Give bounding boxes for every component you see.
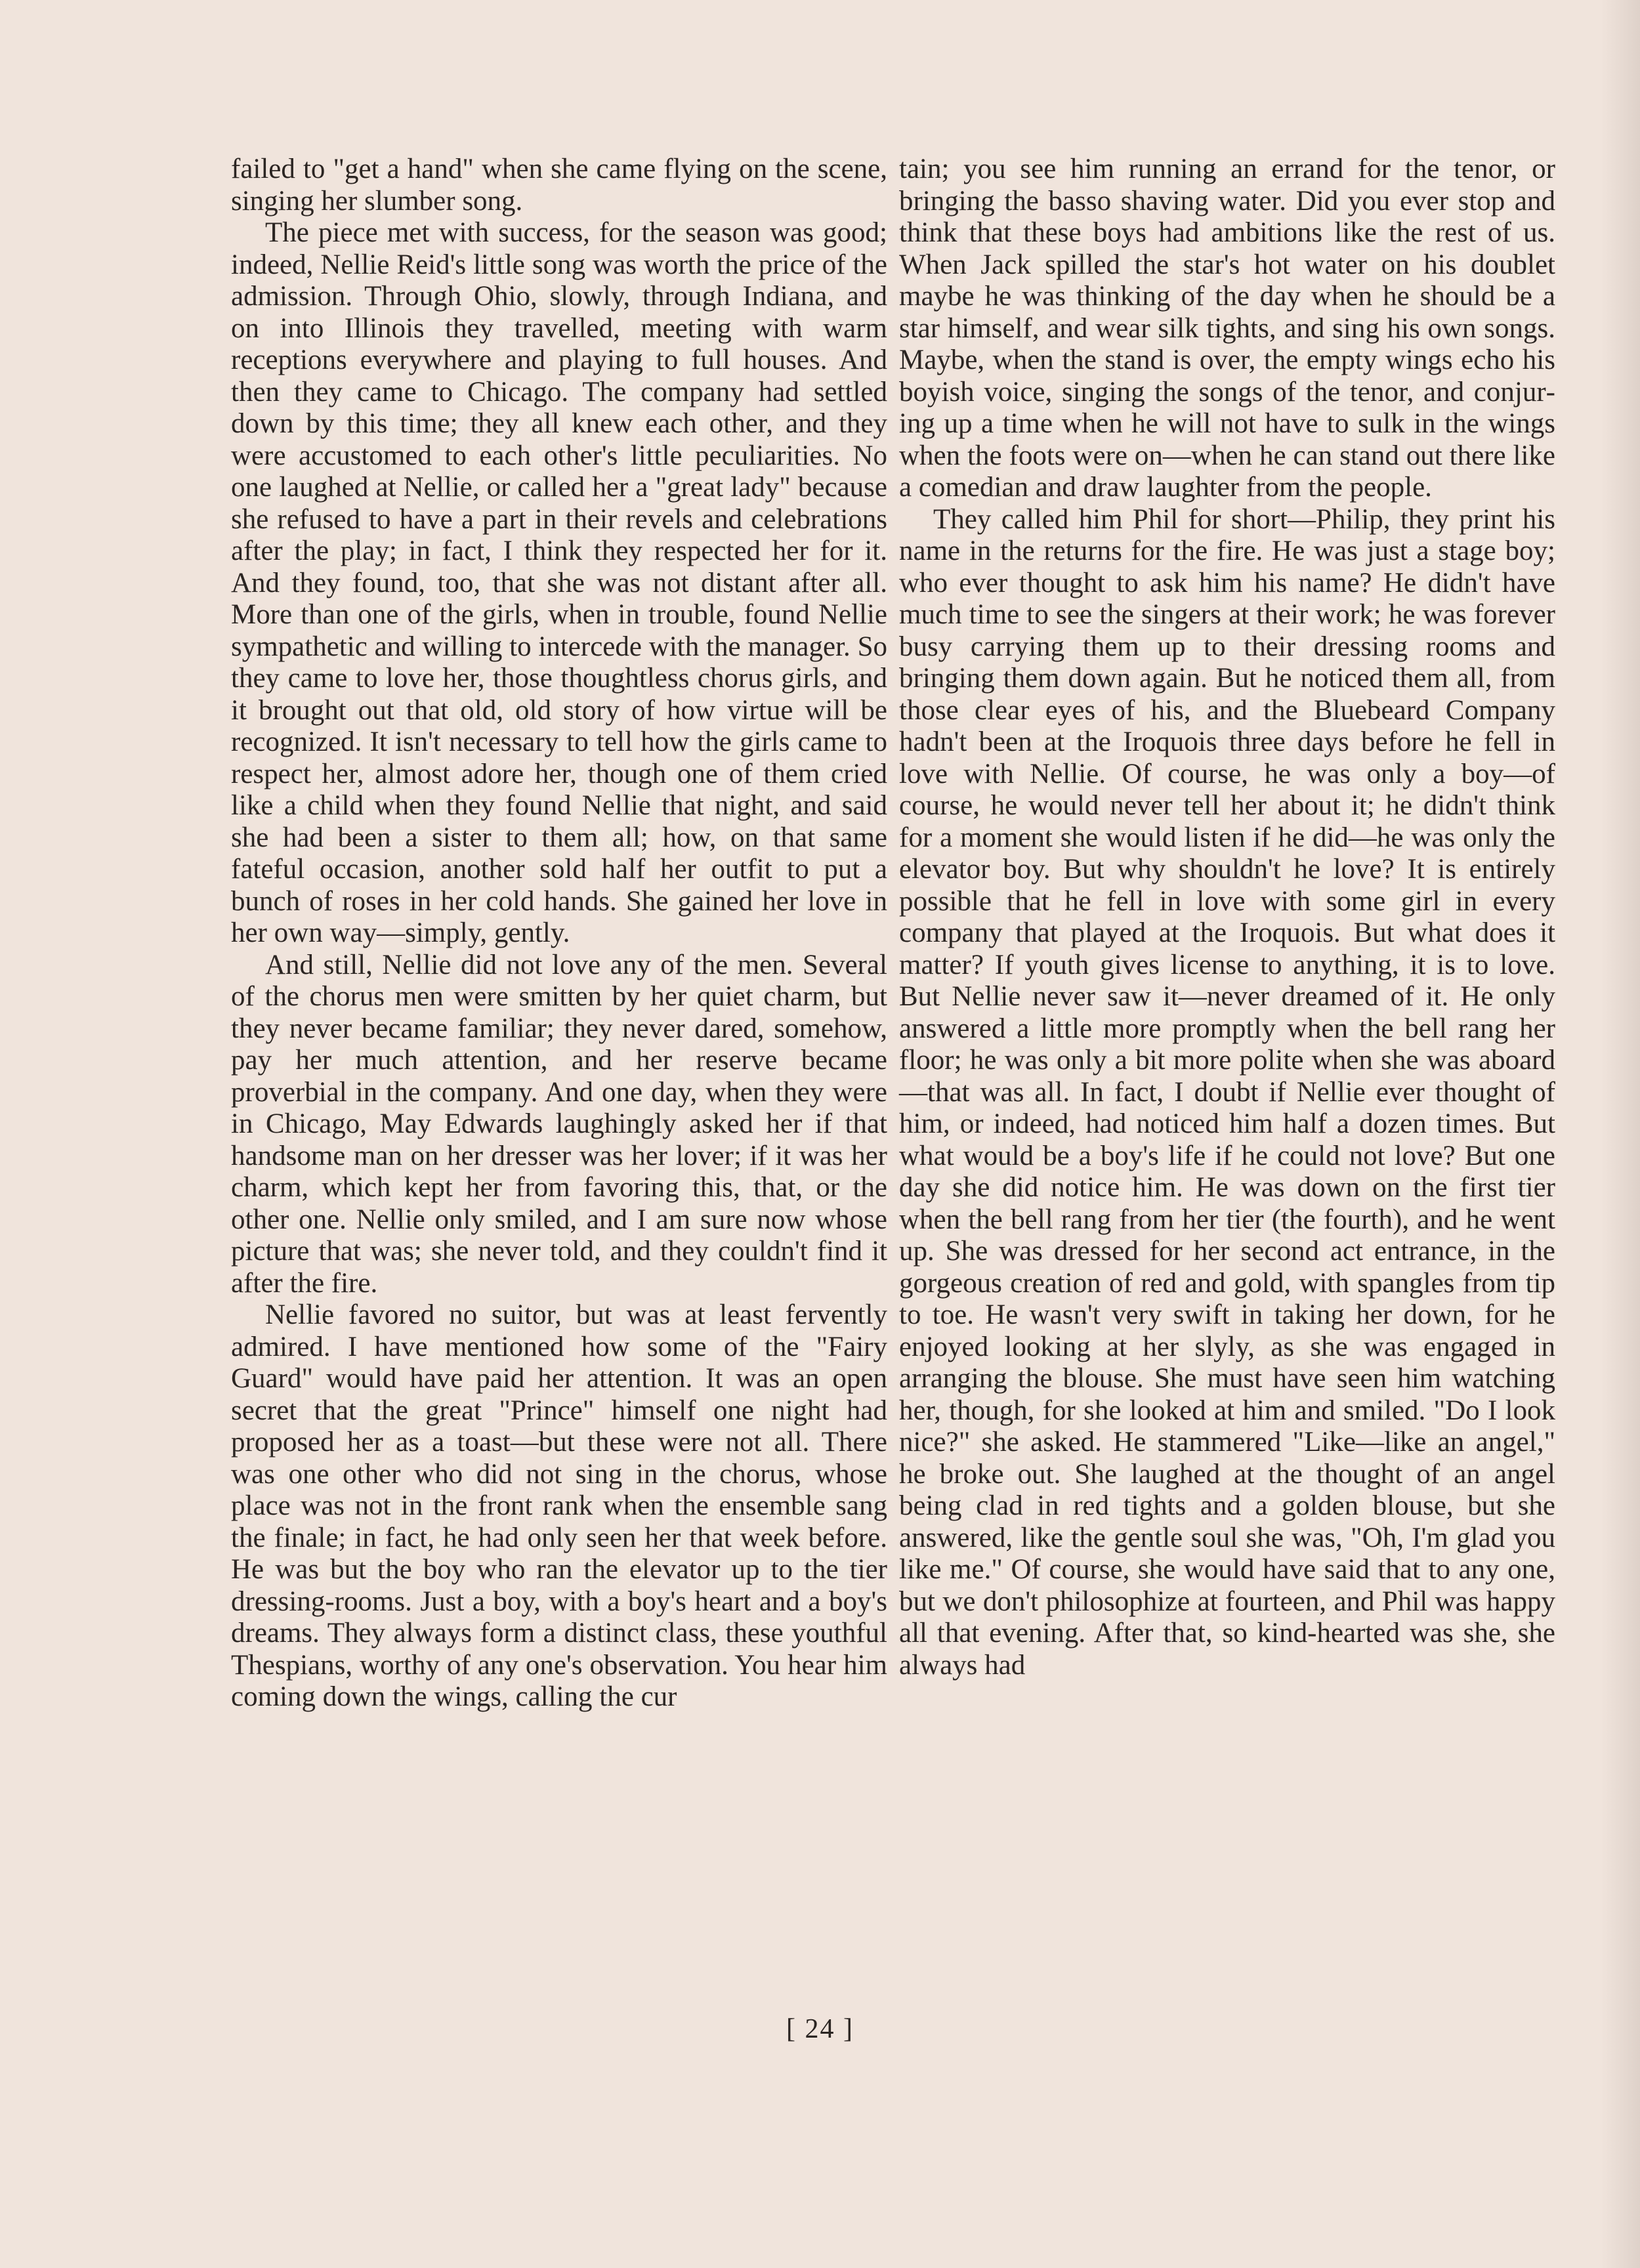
paragraph: failed to "get a hand" when she came flying on the scene, singing her slumber song. [231,154,887,217]
right-column [899,154,1555,1681]
paragraph: And still, Nellie did not love any of the men. Several of the chorus men were smitten by her quiet charm, but they never became familiar; they never dared, somehow, pay her much attention, and her reserve became proverbial in the company. And one day, when they were in Chicago, May Edwards laughingly asked her if that handsome man on her dresser was her lover; if it was her charm, which kept her from favoring this, that, or the other one. Nellie only smiled, and I am sure now whose picture that was; she never told, and they couldn't find it after the fire. [231,949,887,1299]
paragraph: They called him Phil for short—Philip, they print his name in the returns for the fire. He was just a stage boy; who ever thought to ask him his name? He didn't have much time to see the singers at their work; he was forever busy carrying them up to their dressing rooms and bringing them down again. But he noticed them all, from those clear eyes of his, and the Bluebeard Company hadn't been at the Iroquois three days before he fell in love with Nellie. Of course, he was only a boy—of course, he would never tell her about it; he didn't think for a moment she would listen if he did—he was only the elevator boy. But why shouldn't he love? It is entirely possible that he fell in love with some girl in every company that played at the Iroquois. But what does it matter? If youth gives license to anything, it is to love. But Nellie never saw it—never dreamed of it. He only answered a little more promptly when the bell rang her floor; he was only a bit more polite when she was aboard—that was all. In fact, I doubt if Nellie ever thought of him, or indeed, had noticed him half a dozen times. But what would be a boy's life if he could not love? But one day she did notice him. He was down on the first tier when the bell rang from her tier (the fourth), and he went up. She was dressed for her second act entrance, in the gorgeous creation of red and gold, with spangles from tip to toe. He wasn't very swift in taking her down, for he enjoyed looking at her slyly, as she was engaged in arranging the blouse. She must have seen him watching her, though, for she looked at him and smiled. "Do I look nice?" she asked. He stammered "Like—like an angel," he broke out. She laughed at the thought of an angel being clad in red tights and a golden blouse, but she answered, like the gentle soul she was, "Oh, I'm glad you like me." Of course, she would have said that to any one, but we don't philosophize at fourteen, and Phil was happy all that evening. After that, so kind-hearted was she, she always had [899,503,1555,1681]
paragraph: tain; you see him running an errand for the tenor, or bringing the basso shaving water. Did you ever stop and think that these boys had ambitions like the rest of us. When Jack spilled the star's hot water on his doublet maybe he was thinking of the day when he should be a star himself, and wear silk tights, and sing his own songs. Maybe, when the stand is over, the empty wings echo his boyish voice, singing the songs of the tenor, and conjuring up a time when he will not have to sulk in the wings when the foots were on—when he can stand out there like a comedian and draw laughter from the people. [899,154,1555,503]
paragraph: Nellie favored no suitor, but was at least fervently admired. I have mentioned how some of the "Fairy Guard" would have paid her attention. It was an open secret that the great "Prince" himself one night had proposed her as a toast—but these were not all. There was one other who did not sing in the chorus, whose place was not in the front rank when the ensemble sang the finale; in fact, he had only seen her that week before. He was but the boy who ran the elevator up to the tier dressing-rooms. Just a boy, with a boy's heart and a boy's dreams. They always form a distinct class, these youthful Thespians, worthy of any one's observation. You hear him coming down the wings, calling the cur [231,1299,887,1712]
page-number: [ 24 ] [786,2014,854,2044]
paragraph: The piece met with success, for the season was good; indeed, Nellie Reid's little song was worth the price of the admission. Through Ohio, slowly, through Indiana, and on into Illinois they travelled, meeting with warm receptions everywhere and playing to full houses. And then they came to Chicago. The company had settled down by this time; they all knew each other, and they were accustomed to each other's little peculiarities. No one laughed at Nellie, or called her a "great lady" because she refused to have a part in their revels and celebrations after the play; in fact, I think they respected her for it. And they found, too, that she was not distant after all. More than one of the girls, when in trouble, found Nellie sympathetic and willing to intercede with the manager. So they came to love her, those thoughtless chorus girls, and it brought out that old, old story of how virtue will be recognized. It isn't necessary to tell how the girls came to respect her, almost adore her, though one of them cried like a child when they found Nellie that night, and said she had been a sister to them all; how, on that same fateful occasion, another sold half her outfit to put a bunch of roses in her cold hands. She gained her love in her own way—simply, gently. [231,217,887,948]
left-column [231,154,887,1713]
page-edge-shadow [1601,0,1640,2268]
